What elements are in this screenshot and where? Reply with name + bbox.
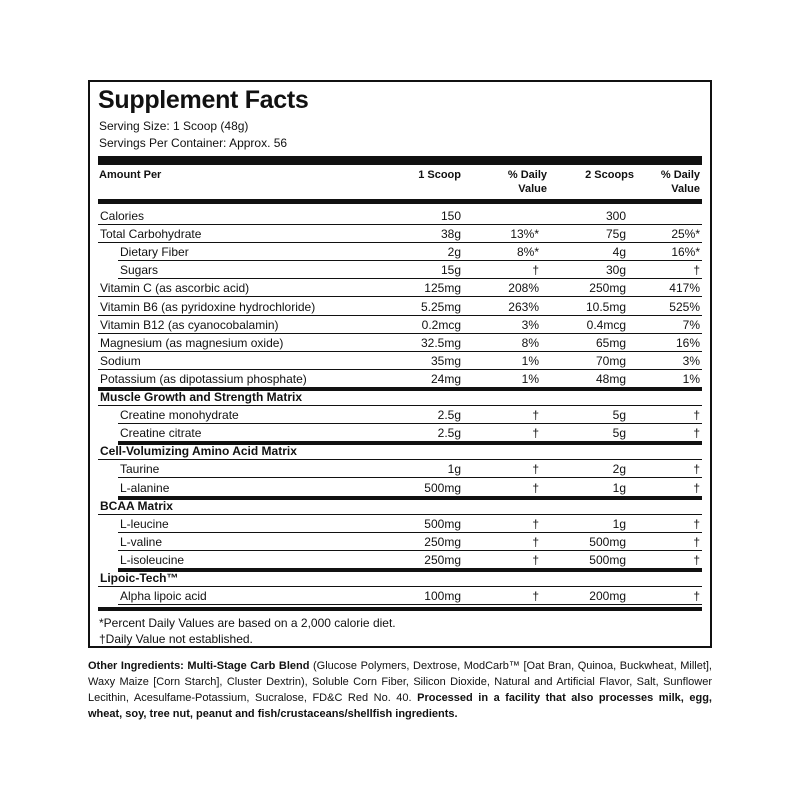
nutrient-label: Magnesium (as magnesium oxide) (100, 335, 284, 350)
nutrient-row (98, 352, 702, 370)
daily-value-2-scoops: † (693, 426, 700, 441)
nutrient-row (98, 551, 702, 569)
daily-value-2-scoops: 3% (682, 353, 700, 368)
nutrient-label: L-isoleucine (120, 552, 185, 567)
amount-1-scoop: 38g (440, 227, 461, 242)
daily-value-1-scoop: 263% (508, 299, 539, 314)
amount-1-scoop: 15g (440, 263, 461, 278)
nutrient-row (98, 424, 702, 442)
daily-value-1-scoop: 13%* (510, 227, 539, 242)
daily-value-1-scoop: † (532, 263, 539, 278)
daily-value-2-scoops: 7% (682, 317, 700, 332)
amount-2-scoops: 250mg (589, 281, 626, 296)
amount-1-scoop: 500mg (424, 516, 461, 531)
daily-value-1-scoop: † (532, 534, 539, 549)
daily-value-2-scoops: 525% (669, 299, 700, 314)
amount-2-scoops: 1g (612, 516, 626, 531)
table-bottom-divider (98, 607, 702, 611)
section-header-row (98, 497, 702, 515)
amount-1-scoop: 500mg (424, 480, 461, 495)
header-daily-value-2-line1: % Daily (660, 169, 700, 181)
daily-value-2-scoops: † (693, 534, 700, 549)
header-daily-value-1-line1: % Daily (507, 169, 547, 181)
daily-value-1-scoop: † (532, 426, 539, 441)
daily-value-2-scoops: 25%* (671, 227, 700, 242)
amount-2-scoops: 200mg (589, 589, 626, 604)
amount-2-scoops: 65mg (595, 335, 626, 350)
nutrient-label: Creatine monohydrate (120, 408, 239, 423)
section-header-row (98, 569, 702, 587)
daily-value-2-scoops: † (693, 480, 700, 495)
supplement-facts-panel (88, 80, 712, 648)
daily-value-1-scoop: † (532, 552, 539, 567)
daily-value-1-scoop: 3% (521, 317, 539, 332)
header-daily-value-1-line2: Value (518, 183, 547, 195)
nutrient-row (98, 207, 702, 225)
nutrient-label: L-alanine (120, 480, 170, 495)
nutrient-label: Muscle Growth and Strength Matrix (100, 390, 303, 404)
nutrient-label: L-valine (120, 534, 163, 549)
nutrient-row (98, 261, 702, 279)
nutrient-label: L-leucine (120, 516, 169, 531)
amount-1-scoop: 250mg (424, 552, 461, 567)
daily-value-2-scoops: 16%* (671, 245, 700, 260)
daily-value-2-scoops: 16% (675, 335, 700, 350)
nutrient-row (98, 479, 702, 497)
daily-value-2-scoops: † (693, 552, 700, 567)
daily-value-2-scoops: † (693, 589, 700, 604)
daily-value-2-scoops: † (693, 462, 700, 477)
allergen-statement: Processed in a facility that also processes milk, egg, wheat, soy, tree nut, peanut and fish/crustaceans/shellfish ingredients. (88, 692, 712, 720)
carb-blend-label: Multi-Stage Carb Blend (187, 660, 310, 672)
amount-1-scoop: 5.25mg (420, 299, 461, 314)
nutrient-label: Potassium (as dipotassium phosphate) (100, 371, 307, 386)
amount-2-scoops: 1g (612, 480, 626, 495)
header-daily-value-2 (640, 168, 700, 196)
nutrient-label: Vitamin C (as ascorbic acid) (100, 281, 250, 296)
amount-2-scoops: 48mg (595, 371, 626, 386)
header-1-scoop: 1 Scoop (418, 169, 461, 181)
daily-value-2-scoops: † (693, 516, 700, 531)
daily-value-1-scoop: 1% (521, 353, 539, 368)
amount-2-scoops: 2g (612, 462, 626, 477)
amount-2-scoops: 5g (612, 408, 626, 423)
amount-2-scoops: 70mg (595, 353, 626, 368)
daily-value-1-scoop: † (532, 408, 539, 423)
amount-1-scoop: 2.5g (437, 408, 461, 423)
header-daily-value-2-line2: Value (671, 183, 700, 195)
nutrient-label: Total Carbohydrate (100, 227, 202, 242)
amount-1-scoop: 250mg (424, 534, 461, 549)
daily-value-1-scoop: † (532, 480, 539, 495)
panel-title: Supplement Facts (98, 86, 309, 114)
nutrient-label: Calories (100, 209, 145, 223)
amount-2-scoops: 500mg (589, 552, 626, 567)
amount-2-scoops: 5g (612, 426, 626, 441)
nutrient-row (98, 279, 702, 297)
nutrient-row (98, 298, 702, 316)
daily-value-2-scoops: 1% (682, 371, 700, 386)
other-ingredients (88, 658, 712, 722)
amount-1-scoop: 0.2mcg (421, 317, 461, 332)
nutrient-label: Dietary Fiber (120, 245, 189, 260)
nutrient-label: Creatine citrate (120, 426, 202, 441)
daily-value-1-scoop: † (532, 516, 539, 531)
amount-2-scoops: 75g (605, 227, 626, 242)
nutrient-row (98, 225, 702, 243)
nutrient-label: Taurine (120, 462, 160, 477)
section-header-row (98, 388, 702, 406)
amount-1-scoop: 2.5g (437, 426, 461, 441)
other-ingredients-label: Other Ingredients: (88, 660, 184, 672)
daily-value-1-scoop: † (532, 589, 539, 604)
nutrient-label: Lipoic-Tech™ (100, 571, 179, 585)
nutrient-row (98, 406, 702, 424)
thick-divider (98, 156, 702, 165)
footnote-percent: *Percent Daily Values are based on a 2,000 calorie diet. (99, 616, 396, 630)
header-daily-value-1 (487, 168, 547, 196)
nutrient-label: Sugars (120, 263, 159, 278)
daily-value-1-scoop: 8%* (516, 245, 539, 260)
daily-value-2-scoops: † (693, 263, 700, 278)
row-divider (118, 604, 702, 605)
amount-1-scoop: 150 (440, 209, 461, 223)
amount-2-scoops: 500mg (589, 534, 626, 549)
nutrient-label: Alpha lipoic acid (120, 589, 207, 604)
amount-2-scoops: 300 (605, 209, 626, 223)
amount-1-scoop: 35mg (430, 353, 461, 368)
daily-value-2-scoops: 417% (669, 281, 700, 296)
nutrient-label: Vitamin B12 (as cyanocobalamin) (100, 317, 279, 332)
section-header-row (98, 442, 702, 460)
servings-per-container: Servings Per Container: Approx. 56 (99, 136, 288, 150)
nutrient-row (98, 515, 702, 533)
daily-value-1-scoop: 8% (521, 335, 539, 350)
daily-value-2-scoops: † (693, 408, 700, 423)
nutrient-label: BCAA Matrix (100, 498, 173, 513)
footnote-dagger: †Daily Value not established. (99, 632, 253, 646)
amount-1-scoop: 24mg (430, 371, 461, 386)
nutrient-row (98, 533, 702, 551)
daily-value-1-scoop: 208% (508, 281, 539, 296)
nutrient-label: Vitamin B6 (as pyridoxine hydrochloride) (100, 299, 316, 314)
amount-1-scoop: 32.5mg (420, 335, 461, 350)
nutrient-row (98, 370, 702, 388)
nutrient-label: Cell-Volumizing Amino Acid Matrix (100, 444, 297, 459)
amount-1-scoop: 1g (447, 462, 461, 477)
nutrient-row (98, 587, 702, 605)
amount-2-scoops: 0.4mcg (586, 317, 626, 332)
daily-value-1-scoop: 1% (521, 371, 539, 386)
amount-2-scoops: 30g (605, 263, 626, 278)
amount-1-scoop: 2g (447, 245, 461, 260)
amount-1-scoop: 100mg (424, 589, 461, 604)
amount-1-scoop: 125mg (424, 281, 461, 296)
ingredients-text: (Glucose Polymers, Dextrose, ModCarb™ [Oat Bran, Quinoa, Buckwheat, Millet], Waxy Maize [Corn Starch], Cluster Dextrin), Soluble Corn Fiber, Silicon Dioxide, Natural and Artificial Flavor, Salt, Sunflower Lecithin, Acesulfame-Potassium, Sucralose, FD&C Red No. 40. (88, 660, 712, 704)
daily-value-1-scoop: † (532, 462, 539, 477)
nutrient-row (98, 243, 702, 261)
serving-size: Serving Size: 1 Scoop (48g) (99, 119, 249, 133)
header-2-scoops: 2 Scoops (585, 169, 634, 181)
header-amount-per: Amount Per (99, 169, 162, 181)
nutrient-label: Sodium (100, 353, 141, 368)
header-divider (98, 199, 702, 204)
amount-2-scoops: 10.5mg (585, 299, 626, 314)
nutrient-row (98, 460, 702, 478)
nutrient-row (98, 316, 702, 334)
nutrient-row (98, 334, 702, 352)
amount-2-scoops: 4g (612, 245, 626, 260)
